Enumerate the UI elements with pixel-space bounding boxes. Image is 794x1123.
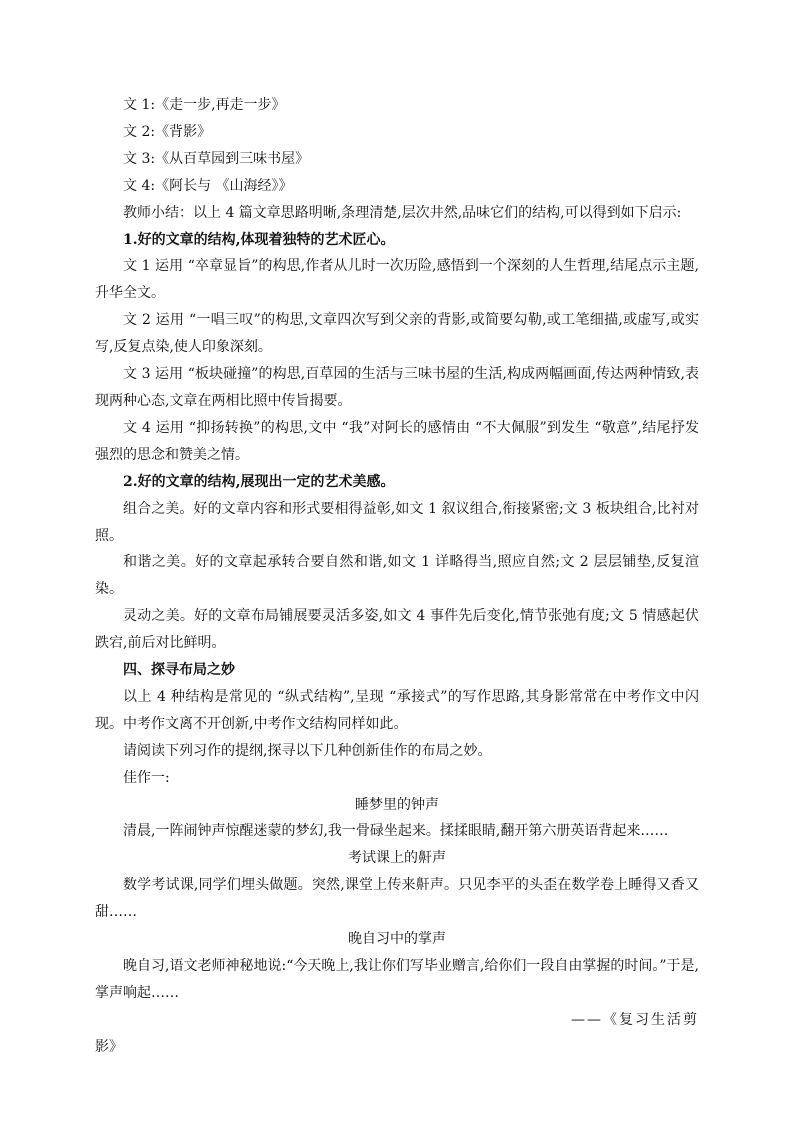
example-paragraph-2: 数学考试课,同学们埋头做题。突然,课堂上传来鼾声。只见李平的头歪在数学卷上睡得又香又甜…… (95, 877, 699, 921)
paragraph-text-4: 文 4 运用 “抑扬转换”的构思,文中 “我”对阿长的感情由 “不大佩服”到发生 “敬意”,结尾抒发强烈的思念和赞美之情。 (95, 419, 699, 463)
example-paragraph-3: 晚自习,语文老师神秘地说:“今天晚上,我让你们写毕业赠言,给你们一段自由掌握的时间。”于是,掌声响起…… (95, 958, 699, 1001)
subtitle-3: 晚自习中的掌声 (348, 931, 446, 948)
section-heading-1: 1.好的文章的结构,体现着独特的艺术匠心。 (123, 231, 395, 248)
text-line-1: 文 1:《走一步,再走一步》 (123, 97, 286, 113)
source-attribution: ——《复习生活剪 (571, 1011, 699, 1028)
section-heading-4: 四、探寻布局之妙 (123, 662, 235, 679)
example-paragraph-1: 清晨,一阵闹钟声惊醒迷蒙的梦幻,我一骨碌坐起来。揉揉眼睛,翻开第六册英语背起来…… (123, 823, 669, 840)
paragraph-text-2: 文 2 运用 “一唱三叹”的构思,文章四次写到父亲的背影,或简要勾勒,或工笔细描,或虚写,或实写,反复点染,使人印象深刻。 (95, 312, 699, 356)
document-page (95, 92, 699, 1061)
source-attribution-end: 影》 (95, 1038, 123, 1055)
paragraph-text-1: 文 1 运用 “卒章显旨”的构思,作者从儿时一次历险,感悟到一个深刻的人生哲理,结尾点示主题,升华全文。 (95, 258, 699, 302)
paragraph-text-3: 文 3 运用 “板块碰撞”的构思,百草园的生活与三味书屋的生活,构成两幅画面,传达两种情致,表现两种心态,文章在两相比照中传旨揭要。 (95, 366, 699, 409)
example-label: 佳作一: (123, 769, 170, 786)
subtitle-1: 睡梦里的钟声 (355, 796, 439, 813)
paragraph-combination: 组合之美。好的文章内容和形式要相得益彰,如文 1 叙议组合,衔接紧密;文 3 板块组合,比衬对照。 (95, 500, 699, 544)
paragraph-harmony: 和谐之美。好的文章起承转合要自然和谐,如文 1 详略得当,照应自然;文 2 层层铺垫,反复渲染。 (95, 554, 699, 598)
text-line-3: 文 3:《从百草园到三味书屋》 (123, 150, 310, 167)
teacher-summary: 教师小结：以上 4 篇文章思路明晰,条理清楚,层次井然,品味它们的结构,可以得到如下启示: (123, 204, 682, 221)
text-line-2: 文 2:《背影》 (123, 123, 212, 140)
paragraph-structures: 以上 4 种结构是常见的 “纵式结构”,呈现 “承接式”的写作思路,其身影常常在中考作文中闪现。中考作文离不开创新,中考作文结构同样如此。 (95, 688, 699, 732)
subtitle-2: 考试课上的鼾声 (348, 850, 446, 867)
paragraph-instruction: 请阅读下列习作的提纲,探寻以下几种创新佳作的布局之妙。 (123, 742, 492, 759)
section-heading-2: 2.好的文章的结构,展现出一定的艺术美感。 (123, 473, 395, 490)
text-line-4: 文 4:《阿长与 《山海经》》 (123, 177, 293, 194)
paragraph-agility: 灵动之美。好的文章布局铺展要灵活多姿,如文 4 事件先后变化,情节张弛有度;文 5 情感起伏跌宕,前后对比鲜明。 (95, 608, 699, 652)
